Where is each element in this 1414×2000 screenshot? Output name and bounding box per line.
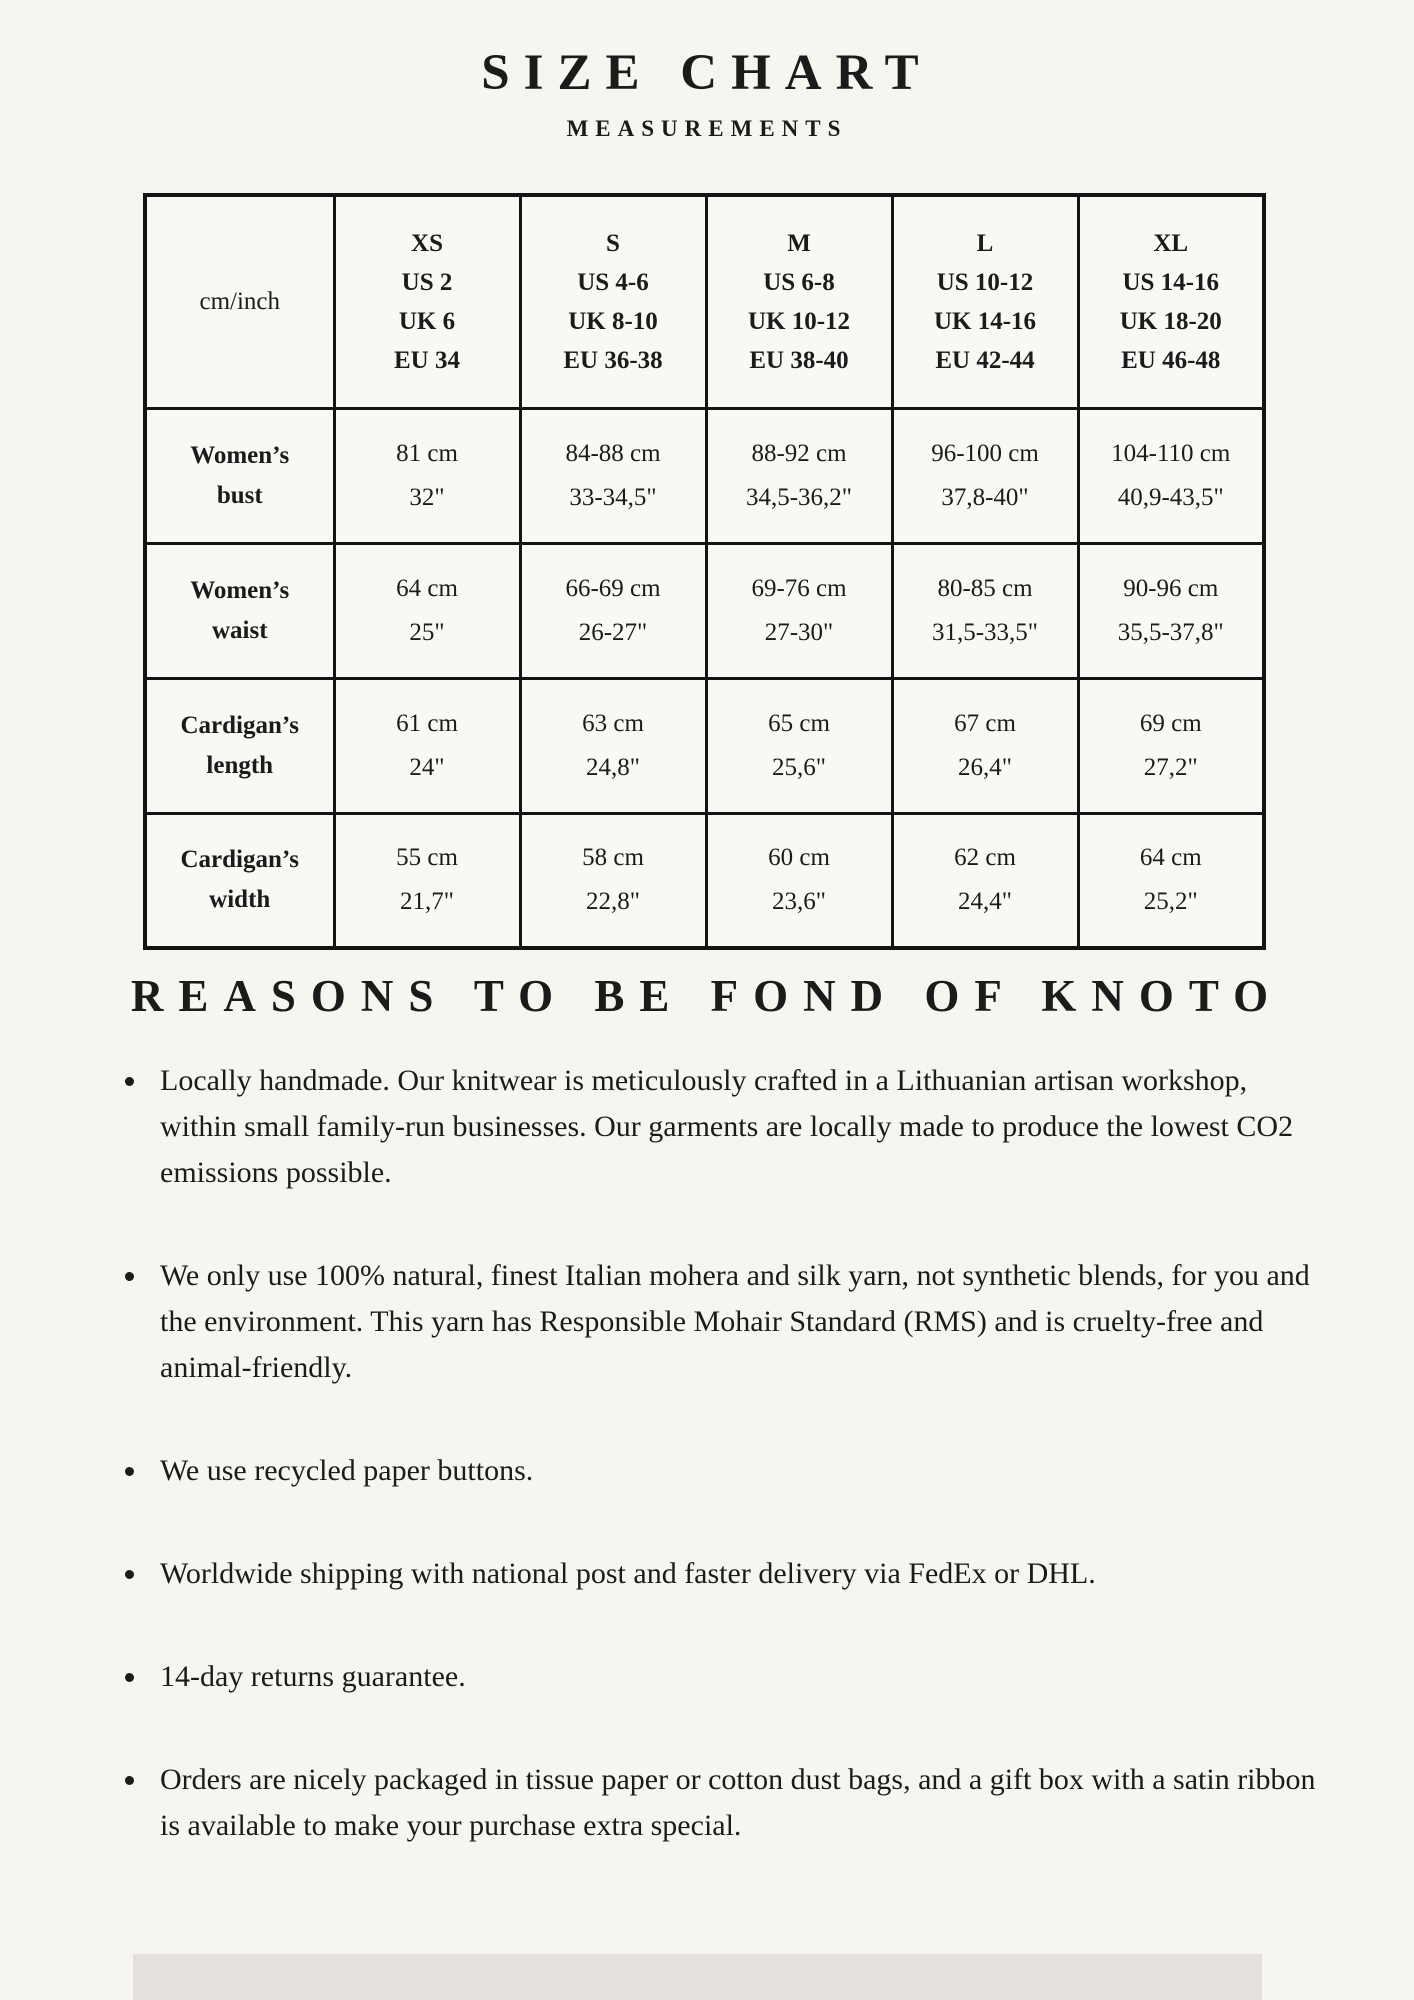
table-header-row	[145, 195, 1264, 408]
eu-size: EU 42-44	[935, 346, 1035, 374]
us-size: US 2	[401, 268, 453, 296]
reasons-list	[118, 1058, 1328, 1906]
us-size: US 4-6	[577, 268, 649, 296]
cell-width-s	[520, 813, 706, 948]
cm-value: 96-100 cm	[931, 439, 1039, 467]
inch-value: 37,8-40"	[941, 483, 1029, 511]
cm-value: 55 cm	[396, 844, 458, 872]
inch-value: 25"	[409, 618, 445, 646]
us-size: US 6-8	[763, 268, 835, 296]
size-label: XL	[1153, 229, 1189, 257]
list-item-text: 14-day returns guarantee.	[160, 1660, 466, 1693]
eu-size: EU 38-40	[749, 346, 849, 374]
inch-value: 24,8"	[586, 753, 640, 781]
cm-value: 58 cm	[582, 844, 644, 872]
bullet-dot-icon	[118, 1654, 160, 1700]
row-label-line: width	[209, 886, 271, 914]
row-label-cardigans-length	[145, 678, 334, 813]
list-item	[118, 1551, 1328, 1597]
cell-length-xs	[334, 678, 520, 813]
list-item-text: Worldwide shipping with national post and faster delivery via FedEx or DHL.	[160, 1557, 1096, 1590]
bullet-dot-icon	[118, 1448, 160, 1494]
cell-width-l	[892, 813, 1078, 948]
cm-value: 66-69 cm	[565, 574, 661, 602]
cell-length-xl	[1078, 678, 1264, 813]
cm-value: 81 cm	[396, 439, 458, 467]
inch-value: 24,4"	[958, 888, 1012, 916]
uk-size: UK 6	[398, 307, 456, 335]
cm-value: 62 cm	[954, 844, 1016, 872]
inch-value: 26-27"	[578, 618, 648, 646]
list-item-text: We use recycled paper buttons.	[160, 1454, 534, 1487]
row-label-line: Cardigan’s	[180, 846, 300, 874]
bullet-dot-icon	[118, 1551, 160, 1597]
row-label-line: Women’s	[190, 441, 290, 469]
column-header-xl	[1078, 195, 1264, 408]
row-label-line: Cardigan’s	[180, 711, 300, 739]
inch-value: 40,9-43,5"	[1117, 483, 1224, 511]
cm-value: 88-92 cm	[751, 439, 847, 467]
row-label-line: length	[206, 751, 274, 779]
bottom-gray-panel	[133, 1954, 1262, 2000]
row-label-line: Women’s	[190, 576, 290, 604]
row-label-cardigans-width	[145, 813, 334, 948]
inch-value: 27-30"	[764, 618, 834, 646]
cell-width-xs	[334, 813, 520, 948]
cell-bust-l	[892, 408, 1078, 543]
list-item	[118, 1654, 1328, 1700]
size-label: XS	[411, 229, 443, 257]
inch-value: 26,4"	[958, 753, 1012, 781]
inch-value: 25,2"	[1143, 888, 1198, 916]
cm-value: 65 cm	[768, 709, 830, 737]
unit-corner-cell	[145, 195, 334, 408]
size-label: M	[787, 229, 811, 257]
cell-waist-m	[706, 543, 892, 678]
cell-bust-xl	[1078, 408, 1264, 543]
us-size: US 14-16	[1122, 268, 1220, 296]
cell-length-s	[520, 678, 706, 813]
row-label-line: bust	[216, 481, 263, 509]
cm-value: 90-96 cm	[1123, 574, 1219, 602]
list-item	[118, 1757, 1328, 1849]
uk-size: UK 14-16	[933, 307, 1037, 335]
inch-value: 33-34,5"	[569, 483, 657, 511]
cell-length-l	[892, 678, 1078, 813]
cm-value: 69 cm	[1139, 709, 1202, 737]
row-label-line: waist	[211, 616, 268, 644]
cell-width-m	[706, 813, 892, 948]
reasons-heading: REASONS TO BE FOND OF KNOTO	[130, 971, 1284, 1021]
list-item	[118, 1253, 1328, 1391]
bullet-dot-icon	[118, 1757, 160, 1849]
page-title: SIZE CHART	[481, 45, 933, 101]
eu-size: EU 46-48	[1121, 346, 1221, 374]
inch-value: 35,5-37,8"	[1117, 618, 1224, 646]
uk-size: UK 8-10	[568, 307, 658, 335]
column-header-m	[706, 195, 892, 408]
cm-value: 63 cm	[582, 709, 644, 737]
inch-value: 23,6"	[772, 888, 826, 916]
table-row-bust	[145, 408, 1264, 543]
column-header-l	[892, 195, 1078, 408]
bullet-dot-icon	[118, 1058, 160, 1196]
cm-value: 80-85 cm	[937, 574, 1033, 602]
cell-waist-xl	[1078, 543, 1264, 678]
cm-value: 64 cm	[396, 574, 458, 602]
row-label-womens-waist	[145, 543, 334, 678]
unit-label: cm/inch	[199, 287, 281, 315]
column-header-xs	[334, 195, 520, 408]
table-row-length	[145, 678, 1264, 813]
size-label: L	[976, 229, 994, 257]
list-item	[118, 1058, 1328, 1196]
list-item-text: We only use 100% natural, finest Italian mohera and silk yarn, not synthetic blends, for you and the environment. This yarn has Responsible Mohair Standard (RMS) and is cruelty-free and animal-friendly.	[160, 1259, 1310, 1384]
table-row-width	[145, 813, 1264, 948]
inch-value: 21,7"	[400, 888, 454, 916]
cell-waist-s	[520, 543, 706, 678]
eu-size: EU 34	[394, 346, 460, 374]
cell-waist-l	[892, 543, 1078, 678]
bullet-dot-icon	[118, 1253, 160, 1391]
row-label-womens-bust	[145, 408, 334, 543]
inch-value: 27,2"	[1143, 753, 1198, 781]
cm-value: 64 cm	[1139, 844, 1202, 872]
uk-size: UK 18-20	[1119, 307, 1222, 335]
inch-value: 34,5-36,2"	[745, 483, 853, 511]
us-size: US 10-12	[936, 268, 1034, 296]
cell-length-m	[706, 678, 892, 813]
size-label: S	[606, 229, 620, 257]
cm-value: 60 cm	[768, 844, 830, 872]
size-chart-table	[143, 193, 1266, 950]
cm-value: 104-110 cm	[1111, 439, 1231, 467]
uk-size: UK 10-12	[747, 307, 851, 335]
column-header-s	[520, 195, 706, 408]
table-row-waist	[145, 543, 1264, 678]
eu-size: EU 36-38	[563, 346, 663, 374]
inch-value: 25,6"	[772, 753, 826, 781]
cm-value: 84-88 cm	[565, 439, 661, 467]
list-item-text: Locally handmade. Our knitwear is meticulously crafted in a Lithuanian artisan workshop, within small family-run businesses. Our garments are locally made to produce the lowest CO2 emissions possible.	[160, 1064, 1294, 1189]
cell-width-xl	[1078, 813, 1264, 948]
cm-value: 61 cm	[396, 709, 458, 737]
cell-bust-m	[706, 408, 892, 543]
list-item	[118, 1448, 1328, 1494]
list-item-text: Orders are nicely packaged in tissue paper or cotton dust bags, and a gift box with a satin ribbon is available to make your purchase extra special.	[160, 1763, 1316, 1842]
inch-value: 24"	[409, 753, 445, 781]
cell-bust-xs	[334, 408, 520, 543]
cell-waist-xs	[334, 543, 520, 678]
inch-value: 22,8"	[586, 888, 640, 916]
inch-value: 32"	[409, 483, 445, 511]
inch-value: 31,5-33,5"	[931, 618, 1039, 646]
cell-bust-s	[520, 408, 706, 543]
cm-value: 69-76 cm	[751, 574, 847, 602]
cm-value: 67 cm	[954, 709, 1016, 737]
page-subtitle: MEASUREMENTS	[566, 116, 848, 141]
